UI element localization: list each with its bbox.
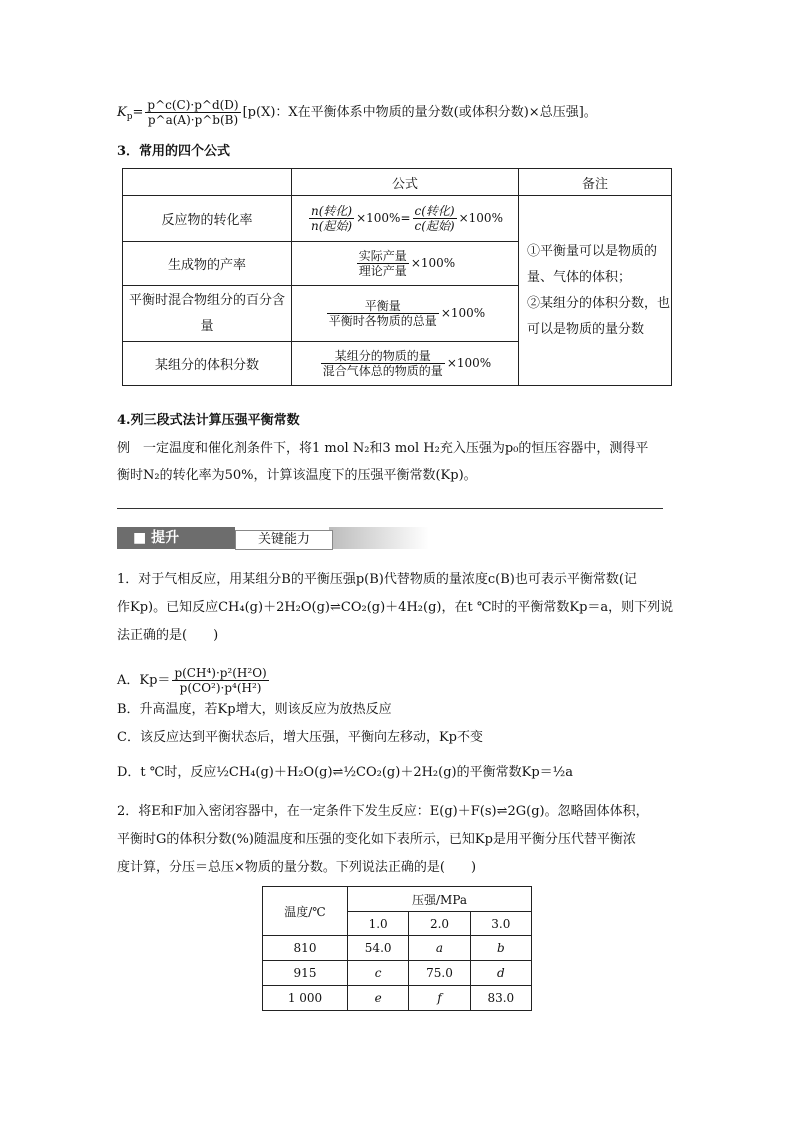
- temp-header: 温度/℃: [263, 887, 348, 936]
- banner-title: ■ 提升: [133, 530, 180, 546]
- formula-tail: ×100%: [440, 306, 486, 320]
- fraction: [413, 204, 457, 233]
- kp-fraction: [145, 98, 240, 127]
- temp-value: 810: [263, 936, 348, 961]
- fraction: [321, 349, 445, 378]
- formula-tail: ×100%: [458, 211, 503, 225]
- fraction: [357, 249, 409, 278]
- fraction: [327, 299, 439, 328]
- pressure-value: 1.0: [348, 912, 409, 936]
- formula-cell: [292, 342, 519, 386]
- kp-equals: =: [132, 105, 144, 120]
- q1-line-2: 作Kp)。已知反应CH₄(g)＋2H₂O(g)⇌CO₂(g)＋4H₂(g)，在t ℃时的平衡常数Kp＝a，则下列说: [117, 600, 674, 615]
- kp-symbol: K: [117, 105, 127, 120]
- q1-option-a: [117, 666, 271, 695]
- q2-line-2: 平衡时G的体积分数(%)随温度和压强的变化如下表所示，已知Kp是用平衡分压代替平衡浓: [117, 832, 636, 847]
- table-header-empty: [123, 169, 292, 196]
- formula-mid: ×100%=: [356, 211, 411, 225]
- formula-table: [122, 168, 672, 386]
- cell-value: 54.0: [348, 936, 409, 961]
- cell-value: c: [348, 961, 409, 986]
- pressure-value: 3.0: [470, 912, 531, 936]
- cell-value: 75.0: [409, 961, 470, 986]
- row-label: 反应物的转化率: [123, 196, 292, 242]
- q2-line-3: 度计算，分压＝总压×物质的量分数。下列说法正确的是( ): [117, 860, 477, 875]
- numerator: c(转化): [414, 204, 455, 218]
- temp-value: 915: [263, 961, 348, 986]
- cell-value: d: [470, 961, 531, 986]
- kp-note: [p(X)：X在平衡体系中物质的量分数(或体积分数)×总压强]。: [242, 105, 597, 120]
- numerator: 某组分的物质的量: [321, 349, 445, 364]
- formula-cell: [292, 286, 519, 342]
- temp-value: 1 000: [263, 986, 348, 1011]
- numerator: 平衡量: [327, 299, 439, 314]
- pressure-value: 2.0: [409, 912, 470, 936]
- table-row: [263, 961, 532, 986]
- formula-cell: [292, 196, 519, 242]
- banner-fade: [329, 527, 429, 549]
- q1-line-1: 1．对于气相反应，用某组分B的平衡压强p(B)代替物质的量浓度c(B)也可表示平衡常数(记: [117, 572, 637, 587]
- option-a-prefix: A．Kp＝: [117, 673, 171, 688]
- denominator: 平衡时各物质的总量: [328, 314, 437, 328]
- cell-value: b: [470, 936, 531, 961]
- table-header-formula: 公式: [292, 169, 519, 196]
- numerator: 实际产量: [358, 249, 407, 263]
- section4-heading: 4.列三段式法计算压强平衡常数: [117, 413, 300, 428]
- note-line-2: ②某组分的体积分数，也可以是物质的量分数: [527, 295, 671, 337]
- example-line-2: 衡时N₂的转化率为50%，计算该温度下的压强平衡常数(Kp)。: [117, 468, 477, 483]
- q1-option-c: C．该反应达到平衡状态后，增大压强，平衡向左移动，Kp不变: [117, 730, 483, 745]
- denominator: c(起始): [414, 219, 455, 233]
- kp-denominator: p^a(A)·p^b(B): [147, 113, 239, 127]
- q1-option-d: D．t ℃时，反应½CH₄(g)＋H₂O(g)⇌½CO₂(g)＋2H₂(g)的平衡常数Kp＝½a: [117, 765, 573, 780]
- row-label: 平衡时混合物组分的百分含量: [123, 286, 292, 342]
- banner: [117, 527, 433, 549]
- formula-cell: [292, 242, 519, 286]
- banner-subtitle: 关键能力: [235, 530, 333, 550]
- q1-line-3: 法正确的是( ): [117, 628, 219, 643]
- option-a-fraction: [172, 666, 268, 695]
- row-label: 生成物的产率: [123, 242, 292, 286]
- option-a-numerator: p(CH⁴)·p²(H²O): [174, 666, 267, 680]
- kp-subscript: p: [126, 112, 133, 122]
- kp-numerator: p^c(C)·p^d(D): [147, 98, 239, 112]
- cell-value: 83.0: [470, 986, 531, 1011]
- q1-option-b: B．升高温度，若Kp增大，则该反应为放热反应: [117, 702, 392, 717]
- kp-definition: [117, 98, 597, 127]
- cell-value: e: [348, 986, 409, 1011]
- pressure-header: 压强/MPa: [348, 887, 532, 912]
- table-row: [263, 986, 532, 1011]
- section3-heading: 3．常用的四个公式: [117, 144, 231, 159]
- formula-tail: ×100%: [446, 356, 492, 370]
- denominator: n(起始): [311, 219, 353, 233]
- table-header-note: 备注: [519, 169, 672, 196]
- fraction: [309, 204, 354, 233]
- divider: [117, 508, 663, 509]
- q2-line-1: 2．将E和F加入密闭容器中，在一定条件下发生反应：E(g)＋F(s)⇌2G(g)。忽略固体体积，: [117, 804, 649, 819]
- cell-value: f: [409, 986, 470, 1011]
- formula-tail: ×100%: [410, 256, 456, 270]
- table-row: [123, 196, 672, 242]
- data-table: [262, 886, 532, 1011]
- row-label: 某组分的体积分数: [123, 342, 292, 386]
- table-row: [263, 936, 532, 961]
- note-cell: [519, 196, 672, 386]
- cell-value: a: [409, 936, 470, 961]
- example-line-1: 例 一定温度和催化剂条件下，将1 mol N₂和3 mol H₂充入压强为p₀的恒压容器中，测得平: [117, 441, 649, 456]
- denominator: 混合气体总的物质的量: [322, 364, 443, 378]
- denominator: 理论产量: [358, 264, 407, 278]
- banner-dark: [117, 527, 235, 549]
- option-a-denominator: p(CO²)·p⁴(H²): [179, 681, 262, 695]
- note-line-1: ①平衡量可以是物质的量、气体的体积；: [527, 243, 658, 285]
- numerator: n(转化): [311, 204, 353, 218]
